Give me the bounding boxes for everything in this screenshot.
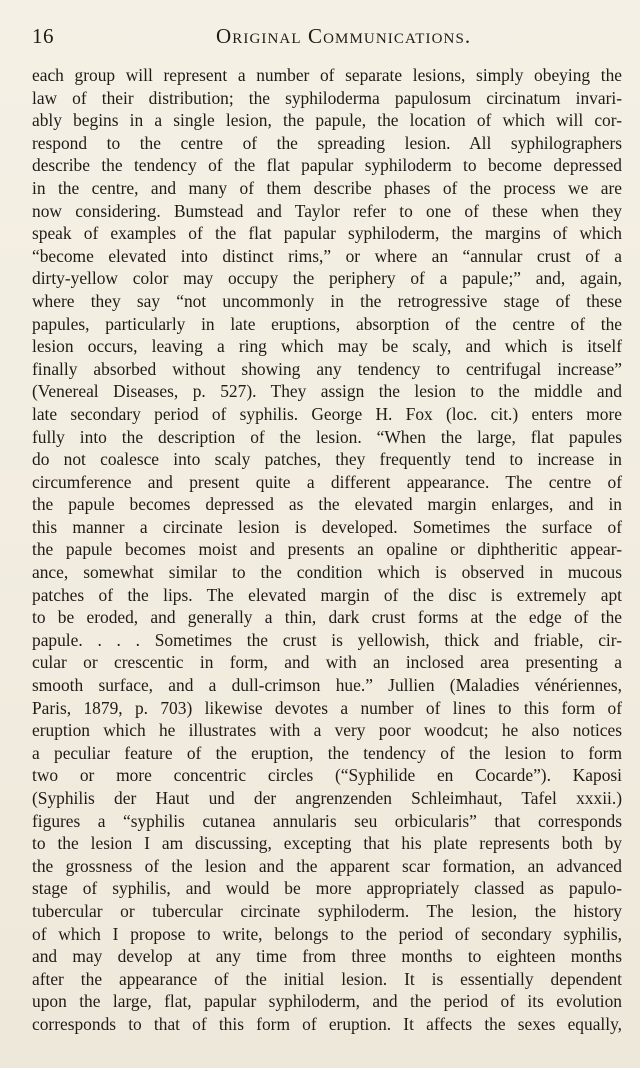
text-line: (Venereal Diseases, p. 527). They assign the lesion to the middle and — [32, 381, 622, 402]
text-line: two or more concentric circles (“Syphilide en Cocarde”). Kaposi — [32, 765, 622, 786]
text-line: fully into the description of the lesion. “When the large, flat papules — [32, 426, 622, 447]
text-line: describe the tendency of the flat papular syphiloderm to become depressed — [32, 155, 622, 176]
text-line: cular or crescentic in form, and with an inclosed area presenting a — [32, 652, 622, 673]
text-line: lesion occurs, leaving a ring which may be scaly, and which is itself — [32, 336, 622, 357]
text-line: figures a “syphilis cutanea annularis seu orbicularis” that corresponds — [32, 810, 622, 831]
running-head: Original Communications. — [216, 24, 472, 48]
text-line: the papule becomes moist and presents an opaline or diphtheritic appear- — [32, 539, 622, 560]
text-line: smooth surface, and a dull-crimson hue.” Jullien (Maladies vénériennes, — [32, 675, 622, 696]
text-line: tubercular or tubercular circinate syphiloderm. The lesion, the history — [32, 900, 622, 921]
text-line: finally absorbed without showing any tendency to centrifugal increase” — [32, 358, 622, 379]
text-line: eruption which he illustrates with a very poor woodcut; he also notices — [32, 720, 622, 741]
text-line: in the centre, and many of them describe phases of the process we are — [32, 177, 622, 198]
text-line: of which I propose to write, belongs to the period of secondary syphilis, — [32, 923, 622, 944]
text-line: this manner a circinate lesion is developed. Sometimes the surface of — [32, 516, 622, 537]
text-line: law of their distribution; the syphiloderma papulosum circinatum invari- — [32, 87, 622, 108]
text-line: patches of the lips. The elevated margin of the disc is extremely apt — [32, 584, 622, 605]
text-line: now considering. Bumstead and Taylor refer to one of these when they — [32, 200, 622, 221]
text-line: papule. . . . Sometimes the crust is yellowish, thick and friable, cir- — [32, 629, 622, 650]
text-line: to be eroded, and generally a thin, dark crust forms at the edge of the — [32, 607, 622, 628]
text-line: where they say “not uncommonly in the retrogressive stage of these — [32, 290, 622, 311]
text-line: respond to the centre of the spreading lesion. All syphilographers — [32, 132, 622, 153]
text-line: a peculiar feature of the eruption, the tendency of the lesion to form — [32, 742, 622, 763]
text-line: (Syphilis der Haut und der angrenzenden Schleimhaut, Tafel xxxii.) — [32, 788, 622, 808]
text-line: each group will represent a number of separate lesions, simply obeying the — [32, 65, 622, 85]
text-line: papules, particularly in late eruptions, absorption of the centre of the — [32, 313, 622, 334]
text-line: stage of syphilis, and would be more appropriately classed as papulo- — [32, 878, 622, 899]
text-line: after the appearance of the initial lesion. It is essentially dependent — [32, 968, 622, 989]
body-text — [32, 64, 622, 1036]
text-line: to the lesion I am discussing, excepting that his plate represents both by — [32, 833, 622, 854]
text-line: the grossness of the lesion and the apparent scar formation, an advanced — [32, 855, 622, 876]
text-line: do not coalesce into scaly patches, they frequently tend to increase in — [32, 449, 622, 470]
text-line: and may develop at any time from three months to eighteen months — [32, 946, 622, 967]
page-header — [32, 24, 610, 52]
page-number: 16 — [32, 24, 54, 48]
text-line: corresponds to that of this form of eruption. It affects the sexes equally, — [32, 1013, 622, 1034]
text-line: ably begins in a single lesion, the papule, the location of which will cor- — [32, 110, 622, 131]
text-line: the papule becomes depressed as the elevated margin enlarges, and in — [32, 494, 622, 515]
text-line: speak of examples of the flat papular syphiloderm, the margins of which — [32, 223, 622, 244]
text-line: “become elevated into distinct rims,” or where an “annular crust of a — [32, 245, 622, 266]
text-line: Paris, 1879, p. 703) likewise devotes a number of lines to this form of — [32, 697, 622, 718]
text-line: dirty-yellow color may occupy the periphery of a papule;” and, again, — [32, 268, 622, 289]
text-line: late secondary period of syphilis. George H. Fox (loc. cit.) enters more — [32, 403, 622, 424]
text-line: circumference and present quite a different appearance. The centre of — [32, 471, 622, 492]
text-line: upon the large, flat, papular syphiloderm, and the period of its evolution — [32, 991, 622, 1012]
text-line: ance, somewhat similar to the condition which is observed in mucous — [32, 562, 622, 583]
